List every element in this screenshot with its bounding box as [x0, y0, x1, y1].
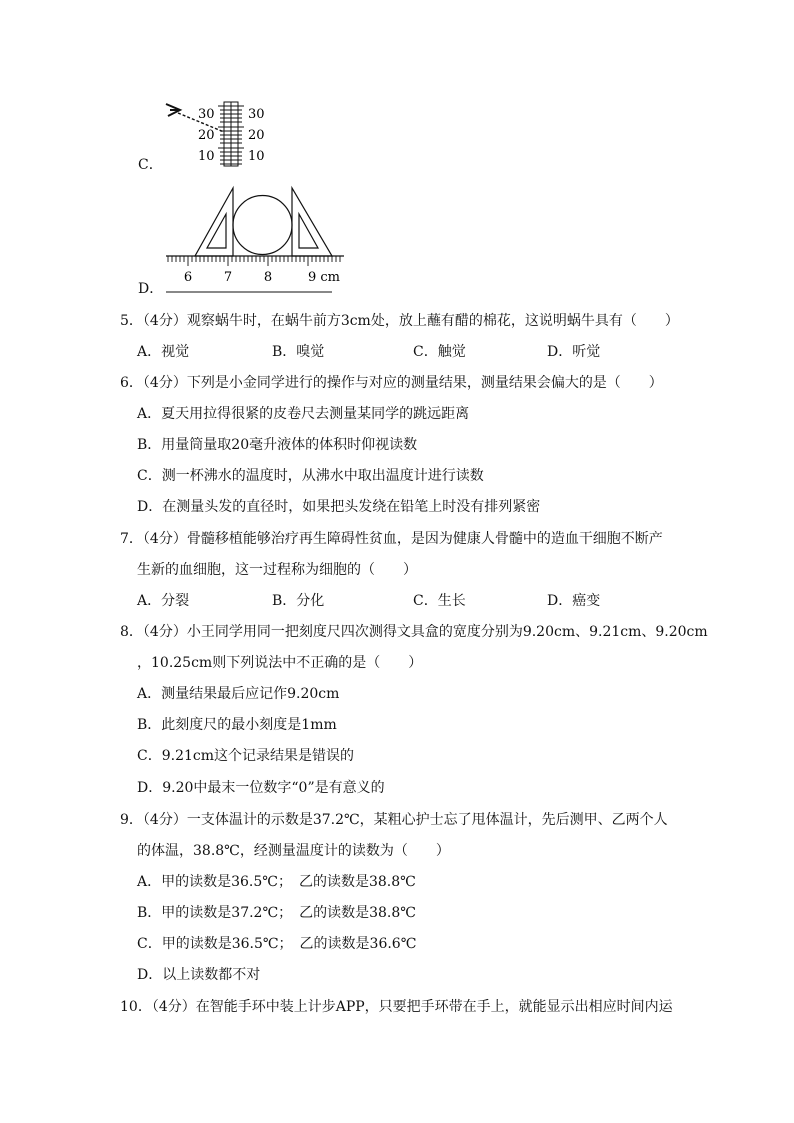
figure-c: [120, 96, 300, 178]
ruler-label-6: 6: [183, 270, 193, 285]
ruler-label-8: 8: [263, 270, 273, 285]
thermometer-scale-diagram: [120, 96, 300, 178]
question-9-stem-line-1: 9．（4分）一支体温计的示数是37.2℃，某粗心护士忘了甩体温计，先后测甲、乙两个人: [120, 812, 668, 828]
figure-c-label: C．: [138, 157, 163, 173]
figure-d: [120, 182, 350, 298]
scale-right-0: 30: [248, 107, 265, 122]
figure-d-label: D．: [138, 281, 164, 297]
question-6-stem: 6．（4分）下列是小金同学进行的操作与对应的测量结果，测量结果会偏大的是（ ）: [120, 375, 663, 391]
ball: [233, 196, 292, 255]
scale-left-2: 10: [198, 149, 215, 164]
question-9-stem-line-2: 的体温，38.8℃，经测量温度计的读数为（ ）: [137, 843, 450, 859]
q7-option-b: B．分化: [272, 593, 325, 609]
question-7-stem-line-2: 生新的血细胞，这一过程称为细胞的（ ）: [137, 562, 417, 578]
q9-option-b: B．甲的读数是37.2℃； 乙的读数是38.8℃: [137, 905, 416, 921]
ruler-label-9: 9 cm: [308, 270, 341, 285]
question-8-stem-line-1: 8．（4分）小王同学用同一把刻度尺四次测得文具盒的宽度分别为9.20cm、9.21cm、9.20cm: [120, 624, 708, 640]
q8-option-b: B．此刻度尺的最小刻度是1mm: [137, 717, 337, 733]
scale-right-1: 20: [248, 128, 265, 143]
q5-option-c: C．触觉: [413, 344, 466, 360]
question-5-stem: 5．（4分）观察蜗牛时，在蜗牛前方3cm处，放上蘸有醋的棉花，这说明蜗牛具有（ ）: [120, 313, 679, 329]
q5-option-d: D．听觉: [547, 344, 601, 360]
left-triangle: [195, 188, 233, 256]
q8-option-c: C．9.21cm这个记录结果是错误的: [137, 748, 354, 764]
question-8-stem-line-2: ，10.25cm则下列说法中不正确的是（ ）: [137, 655, 423, 671]
ruler-ticks: [168, 256, 340, 266]
q6-option-c: C．测一杯沸水的温度时，从沸水中取出温度计进行读数: [137, 468, 484, 484]
q9-option-a: A．甲的读数是36.5℃； 乙的读数是38.8℃: [137, 874, 416, 890]
q6-option-a: A．夏天用拉得很紧的皮卷尺去测量某同学的跳远距离: [137, 406, 470, 422]
ruler-triangles-diagram: [120, 182, 350, 298]
q9-option-d: D．以上读数都不对: [137, 967, 261, 983]
q5-option-b: B．嗅觉: [272, 344, 325, 360]
q6-option-d: D．在测量头发的直径时，如果把头发绕在铅笔上时没有排列紧密: [137, 499, 541, 515]
q7-option-c: C．生长: [413, 593, 466, 609]
question-10-stem: 10．（4分）在智能手环中装上计步APP，只要把手环带在手上，就能显示出相应时间内运: [120, 999, 673, 1015]
right-triangle: [292, 188, 332, 256]
scale-right-2: 10: [248, 149, 265, 164]
q7-option-a: A．分裂: [137, 593, 190, 609]
q7-option-d: D．癌变: [547, 593, 601, 609]
question-7-stem-line-1: 7．（4分）骨髓移植能够治疗再生障碍性贫血，是因为健康人骨髓中的造血干细胞不断产: [120, 531, 663, 547]
q5-option-a: A．视觉: [137, 344, 190, 360]
eye-icon: [166, 104, 180, 116]
q8-option-a: A．测量结果最后应记作9.20cm: [137, 686, 340, 702]
q8-option-d: D．9.20中最末一位数字“0”是有意义的: [137, 780, 385, 796]
ruler-label-7: 7: [223, 270, 233, 285]
scale-left-1: 20: [198, 128, 215, 143]
scale-left-0: 30: [198, 107, 215, 122]
q6-option-b: B．用量筒量取20毫升液体的体积时仰视读数: [137, 437, 418, 453]
q9-option-c: C．甲的读数是36.5℃； 乙的读数是36.6℃: [137, 936, 417, 952]
